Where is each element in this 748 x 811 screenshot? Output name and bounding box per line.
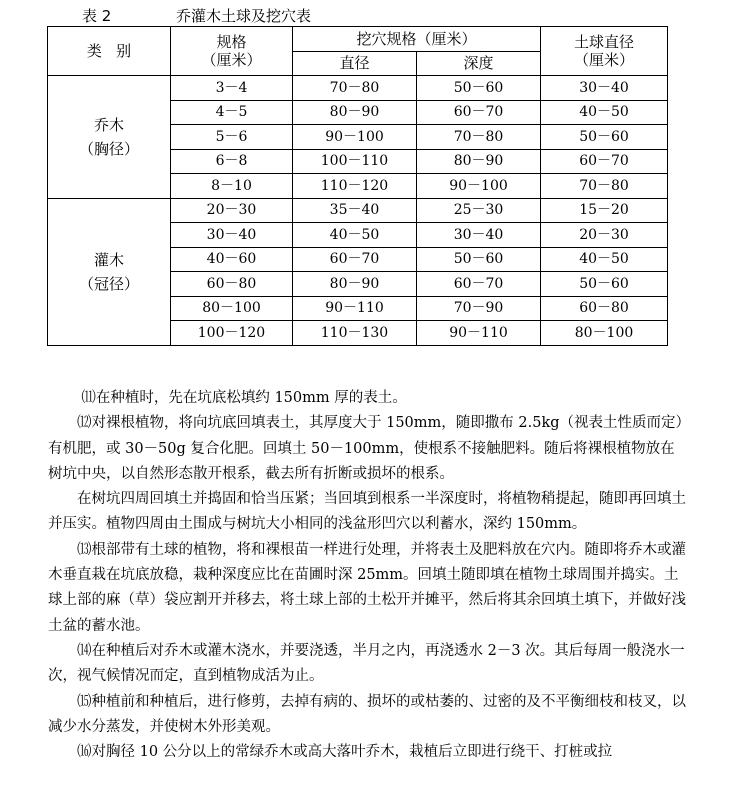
paragraph: 在树坑四周回填土并捣固和恰当压紧；当回填到根系一半深度时，将植物稍提起，随即再回填土并压实。植物四周由土围成与树坑大小相同的浅盆形凹穴以利蓄水，深约 150mm。 [48, 491, 686, 533]
pit-diameter-cell: 90－110 [293, 296, 417, 321]
header-spec-line2: （厘米） [201, 51, 262, 69]
ball-diameter-cell: 60－70 [541, 149, 668, 174]
ball-diameter-cell: 80－100 [541, 321, 668, 346]
header-pit-diameter: 直径 [293, 51, 417, 76]
paragraph: ⒃对胸径 10 公分以上的常绿乔木或高大落叶乔木，栽植后立即进行绕干、打桩或拉 [77, 744, 613, 761]
pit-diameter-cell: 35－40 [293, 198, 417, 223]
table-body [48, 76, 668, 346]
pit-diameter-cell: 80－90 [293, 272, 417, 297]
header-ball [541, 27, 668, 76]
header-spec [171, 27, 293, 76]
ball-diameter-cell: 50－60 [541, 125, 668, 150]
spec-cell: 6－8 [171, 149, 293, 174]
spec-cell: 40－60 [171, 247, 293, 272]
pit-diameter-cell: 110－120 [293, 174, 417, 199]
header-pit-depth: 深度 [417, 51, 541, 76]
spec-cell: 20－30 [171, 198, 293, 223]
paragraph: ⑿对裸根植物，将向坑底回填表土，其厚度大于 150mm，随即撒布 2.5kg（视表土性质而定）有机肥，或 30－50g 复合化肥。回填土 50－100mm，使根系不接触肥料。随后将裸根植物放在树坑中央，以自然形态散开根系，截去所有折断或损坏的根系。 [48, 415, 683, 482]
pit-diameter-cell: 100－110 [293, 149, 417, 174]
header-pit: 挖穴规格（厘米） [293, 27, 541, 52]
pit-depth-cell: 30－40 [417, 223, 541, 248]
spec-cell: 30－40 [171, 223, 293, 248]
ball-diameter-cell: 70－80 [541, 174, 668, 199]
pit-depth-cell: 90－110 [417, 321, 541, 346]
pit-depth-cell: 25－30 [417, 198, 541, 223]
table-title: 乔灌木土球及挖穴表 [176, 7, 312, 25]
ball-diameter-cell: 40－50 [541, 247, 668, 272]
paragraph: ⒂种植前和种植后，进行修剪，去掉有病的、损坏的或枯萎的、过密的及不平衡细枝和枝叉，以减少水分蒸发，并使树木外形美观。 [48, 693, 686, 735]
pit-diameter-cell: 110－130 [293, 321, 417, 346]
table-row [48, 76, 668, 101]
spec-cell: 4－5 [171, 100, 293, 125]
header-spec-line1: 规格 [216, 33, 247, 51]
pit-depth-cell: 50－60 [417, 247, 541, 272]
paragraph: ⒁在种植后对乔木或灌木浇水，并要浇透，半月之内，再浇透水 2－3 次。其后每周一般浇水一次，视气候情况而定，直到植物成活为止。 [48, 642, 685, 685]
table-caption [82, 5, 311, 26]
category-cell [48, 76, 171, 199]
ball-diameter-cell: 20－30 [541, 223, 668, 248]
spec-cell: 60－80 [171, 272, 293, 297]
pit-depth-cell: 70－80 [417, 125, 541, 150]
ball-diameter-cell: 50－60 [541, 272, 668, 297]
pit-depth-cell: 70－90 [417, 296, 541, 321]
ball-diameter-cell: 15－20 [541, 198, 668, 223]
pit-depth-cell: 60－70 [417, 100, 541, 125]
pit-depth-cell: 80－90 [417, 149, 541, 174]
paragraph: ⑾在种植时，先在坑底松填约 150mm 厚的表土。 [81, 390, 407, 406]
body-text [48, 386, 688, 765]
spec-cell: 5－6 [171, 125, 293, 150]
category-basis: （冠径） [78, 274, 139, 293]
spec-cell: 100－120 [171, 321, 293, 346]
spec-cell: 8－10 [171, 174, 293, 199]
paragraph: ⒀根部带有土球的植物，将和裸根苗一样进行处理，并将表土及肥料放在穴内。随即将乔木或灌木垂直栽在坑底放稳，栽种深度应比在苗圃时深 25mm。回填土随即填在植物土球周围并捣实。土球上部的麻（草）袋应割开并移去，将土球上部的土松开并摊平，然后将其余回填土填下，并做好浅土盆的蓄水池。 [48, 541, 686, 634]
table-row [48, 198, 668, 223]
pit-diameter-cell: 90－100 [293, 125, 417, 150]
header-category: 类 别 [48, 27, 171, 76]
category-name: 乔木 [93, 115, 124, 134]
ball-diameter-cell: 30－40 [541, 76, 668, 101]
header-ball-line2: （厘米） [574, 51, 635, 69]
header-ball-line1: 土球直径 [574, 33, 635, 51]
category-name: 灌木 [93, 250, 124, 269]
pit-diameter-cell: 60－70 [293, 247, 417, 272]
pit-diameter-cell: 80－90 [293, 100, 417, 125]
category-basis: （胸径） [78, 139, 139, 158]
spec-cell: 3－4 [171, 76, 293, 101]
category-cell [48, 198, 171, 345]
table-number: 表 2 [82, 7, 112, 25]
spec-cell: 80－100 [171, 296, 293, 321]
pit-diameter-cell: 40－50 [293, 223, 417, 248]
pit-depth-cell: 60－70 [417, 272, 541, 297]
planting-spec-table [47, 26, 668, 346]
pit-diameter-cell: 70－80 [293, 76, 417, 101]
header-row-1 [48, 27, 668, 52]
ball-diameter-cell: 60－80 [541, 296, 668, 321]
pit-depth-cell: 90－100 [417, 174, 541, 199]
ball-diameter-cell: 40－50 [541, 100, 668, 125]
pit-depth-cell: 50－60 [417, 76, 541, 101]
